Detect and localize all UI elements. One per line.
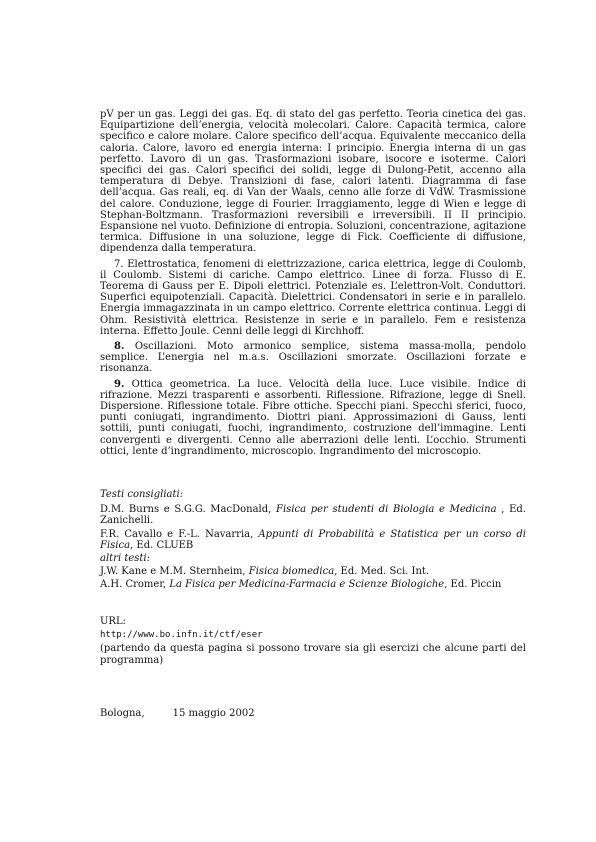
reference-1-authors: D.M. Burns e S.G.G. MacDonald, xyxy=(100,504,277,516)
signature-place: Bologna, xyxy=(100,708,145,719)
paragraph-9-number: 9. xyxy=(114,378,125,390)
paragraph-7-text: Elettrostatica, fenomeni di elettrizzazione, carica elettrica, legge di Coulomb, il Coulomb. Sistemi di cariche. Campo elettrico. Linee di forza. Flusso di E. Teorema di Gauss per E. Dipoli elettrici. Potenziale es. L’elettron-Volt. Conduttori. Superfici equipotenziali. Capacità. Dielettrici. Condensatori in serie e in parallelo. Energia immagazzinata in un campo elettrico. Corrente elettrica continua. Leggi di Ohm. Resistività elettrica. Resistenze in serie e in parallelo. Fem e resistenza interna. Effetto Joule. Cenni delle leggi di Kirchhoff. xyxy=(100,258,526,337)
references-section xyxy=(100,489,526,593)
reference-2-title: Appunti di Probabilità e Statistica per un corso di Fisica xyxy=(100,528,527,551)
signature xyxy=(100,708,255,719)
reference-3-authors: J.W. Kane e M.M. Sternheim, xyxy=(100,566,249,578)
url-label: URL: xyxy=(100,616,126,627)
references-heading: Testi consigliati: xyxy=(100,489,184,500)
paragraph-9 xyxy=(100,379,526,457)
paragraph-9-text: Ottica geometrica. La luce. Velocità della luce. Luce visibile. Indice di rifrazione. Mezzi trasparenti e assorbenti. Riflessione. Rifrazione, legge di Snell. Dispersione. Riflessione totale. Fibre ottiche. Specchi piani. Specchi sferici, fuoco, punti coniugati, ingrandimento. Diottri piani. Approssimazioni di Gauss, lenti sottili, punti coniugati, fuochi, ingrandimento, costruzione dell’immagine. Lenti convergenti e divergenti. Cenno alle aberrazioni delle lenti. L’occhio. Strumenti ottici, lente d’ingrandimento, microscopio. Ingrandimento del microscopio. xyxy=(100,378,526,457)
reference-2-authors: F.R. Cavallo e F.-L. Navarria, xyxy=(100,528,259,540)
paragraph-8 xyxy=(100,341,526,375)
reference-3-title: Fisica biomedica xyxy=(248,566,335,578)
other-texts-heading: altri testi: xyxy=(100,553,150,565)
paragraph-8-text: Oscillazioni. Moto armonico semplice, sistema massa-molla, pendolo semplice. L’energia nel m.a.s. Oscillazioni smorzate. Oscillazioni forzate e risonanza. xyxy=(100,341,526,375)
url-note: (partendo da questa pagina si possono trovare sia gli esercizi che alcune parti del programma) xyxy=(100,643,526,666)
reference-2 xyxy=(100,529,526,551)
url-link[interactable]: http://www.bo.infn.it/ctf/eser xyxy=(100,630,263,641)
reference-4-publisher: , Ed. Piccin xyxy=(444,579,502,591)
reference-4-title: La Fisica per Medicina-Farmacia e Scienze Biologiche xyxy=(169,579,445,591)
reference-4 xyxy=(100,579,526,590)
reference-1 xyxy=(100,504,526,526)
signature-date: 15 maggio 2002 xyxy=(172,708,255,719)
url-section xyxy=(100,616,526,666)
syllabus-body xyxy=(100,109,526,457)
reference-1-title: Fisica per studenti di Biologia e Medicina xyxy=(276,504,497,516)
paragraph-7-number: 7. xyxy=(114,258,124,270)
reference-3-publisher: , Ed. Med. Sci. Int. xyxy=(334,566,430,578)
paragraph-thermodynamics: pV per un gas. Leggi dei gas. Eq. di stato del gas perfetto. Teoria cinetica dei gas. Equipartizione dell’energia, velocità molecolari. Calore. Capacità termica, calore specifico e calore molare. Calore specifico dell’acqua. Equivalente meccanico della caloria. Calore, lavoro ed energia interna: I principio. Energia interna di un gas perfetto. Lavoro di un gas. Trasformazioni isobare, isocore e isoterme. Calori specifici dei gas. Calori specifici dei solidi, legge di Dulong-Petit, accenno alla temperatura di Debye. Transizioni di fase, calori latenti. Diagramma di fase dell’acqua. Gas reali, eq. di Van der Waals, cenno alle forze di VdW. Trasmissione del calore. Conduzione, legge di Fourier. Irraggiamento, legge di Wien e legge di Stephan-Boltzmann. Trasformazioni reversibili e irreversibili. II II principio. Espansione nel vuoto. Definizione di entropia. Soluzioni, concentrazione, agitazione termica. Diffusione in una soluzione, legge di Fick. Coefficiente di diffusione, dipendenza dalla temperatura. xyxy=(100,109,526,255)
paragraph-7 xyxy=(100,259,526,337)
reference-1-publisher: , Ed. Zanichelli. xyxy=(100,504,527,527)
reference-3 xyxy=(100,566,526,577)
reference-2-publisher: , Ed. CLUEB xyxy=(130,539,194,551)
paragraph-8-number: 8. xyxy=(114,341,125,353)
reference-4-authors: A.H. Cromer, xyxy=(100,579,170,591)
